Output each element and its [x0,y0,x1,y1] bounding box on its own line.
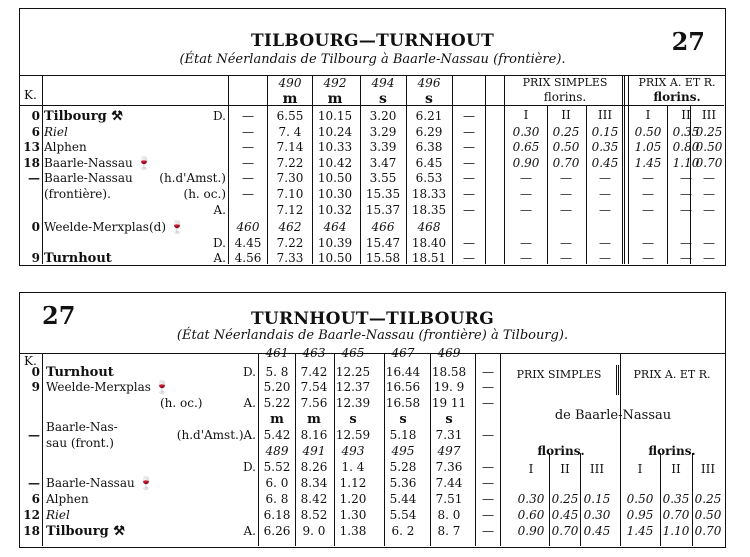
end-dash: — [482,428,494,442]
price-cell: — [680,235,692,250]
time-cell: 8. 7 [437,524,461,538]
time-cell: 6.55 [276,109,304,123]
price-cell: — [599,202,611,217]
time-cell: 7.30 [276,171,304,186]
prix-simples-label: PRIX SIMPLES [516,368,602,381]
roman-class: II [561,108,571,122]
rule [504,75,505,264]
time-cell: — [242,140,254,155]
time-cell: 466 [371,220,395,235]
train-number: 467 [391,346,415,360]
time-cell: 491 [302,444,326,458]
time-cell: 18.33 [411,187,447,201]
time-cell: 10.24 [317,124,353,139]
price-cell: 0.30 [517,492,545,506]
train-class: s [379,91,387,107]
station-suffix: D. [242,460,256,474]
time-cell: 3.39 [369,140,397,155]
time-cell: 18.58 [431,365,467,379]
train-number: 496 [417,76,441,90]
time-cell: 7.22 [276,235,304,250]
time-cell: 12.25 [335,365,371,379]
station-name: Turnhout [46,365,114,380]
station-suffix: A. [243,396,256,410]
time-cell: 7.12 [276,202,304,217]
time-cell: 7.36 [435,460,463,474]
roman-class: I [645,108,651,122]
time-cell: 7. 4 [278,124,302,139]
florins-label: florins. [543,90,587,104]
price-cell: — [703,187,715,201]
k-label: K. [24,88,37,102]
time-cell: 8.42 [300,492,328,506]
time-cell: 493 [341,444,365,458]
price-cell: 0.45 [583,524,611,538]
station-name: (h. oc.) [160,396,203,410]
time-cell: 18.40 [411,235,447,250]
prix-ar-label: PRIX A. ET R. [633,368,711,381]
price-cell: — [560,187,572,201]
departure-station: de Baarle-Nassau [554,408,672,423]
price-cell: 0.25 [551,492,579,506]
timetable-turnhout-tilbourg [19,292,726,548]
roman-class: III [701,108,717,122]
k-label: K. [24,354,37,368]
price-cell: — [520,251,532,266]
time-cell: 3.29 [369,124,397,139]
time-cell: 3.20 [369,109,397,123]
price-cell: — [703,235,715,250]
end-dash: — [463,124,475,139]
end-dash: — [463,140,475,155]
price-cell: 0.30 [583,508,611,522]
train-number: 494 [371,76,395,90]
price-cell: — [599,235,611,250]
time-cell: 10.42 [317,155,353,170]
station-suffix: D. [212,109,226,123]
prix-ar-label: PRIX A. ET R. [638,76,716,89]
price-cell: 0.45 [591,155,619,170]
time-cell: 5.18 [389,428,417,442]
train-number: 461 [265,346,289,360]
time-cell: 6.29 [415,124,443,139]
time-cell: s [445,412,453,427]
time-cell: 7.22 [276,155,304,170]
time-cell: 495 [391,444,415,458]
time-cell: 3.47 [369,155,397,170]
time-cell: 1.12 [339,476,367,490]
price-cell: — [680,187,692,201]
time-cell: 15.47 [365,235,401,250]
rule [500,353,501,546]
price-cell: 0.65 [512,140,540,155]
time-cell: 7.44 [435,476,463,490]
end-dash: — [482,492,494,506]
price-cell: 0.25 [694,492,722,506]
roman-class: II [560,462,570,476]
time-cell: 7.51 [435,492,463,506]
table-body [20,346,724,546]
time-cell: 6.45 [415,155,443,170]
roman-class: III [597,108,613,122]
price-cell: — [599,171,611,186]
price-cell: — [520,187,532,201]
rule [485,75,486,264]
time-cell: 5.54 [389,508,417,522]
time-cell: 19. 9 [433,380,465,394]
price-cell: 0.70 [695,155,723,170]
price-cell: 1.45 [634,155,662,170]
price-cell: — [703,171,715,186]
price-cell: — [520,171,532,186]
station-name: Alphen [46,492,89,506]
roman-class: III [700,462,716,476]
station-suffix: A. [243,524,256,538]
price-cell: — [642,202,654,217]
time-cell: 12.39 [335,396,371,410]
roman-class: II [681,108,691,122]
time-cell: 5.20 [263,380,291,394]
end-dash: — [463,155,475,170]
price-cell: 0.70 [552,155,580,170]
rule [42,75,43,264]
time-cell: 8. 0 [437,508,461,522]
time-cell: 15.58 [365,251,401,266]
time-cell: — [242,109,254,123]
time-cell: 12.59 [335,428,371,442]
price-cell: 0.60 [517,508,545,522]
time-cell: 6. 8 [265,492,289,506]
price-cell: — [680,251,692,266]
end-dash: — [482,380,494,394]
station-name: Weelde-Merxplas 🍷 [46,380,170,394]
rule [628,75,629,264]
time-cell: 10.32 [317,202,353,217]
time-cell: 10.15 [317,109,353,123]
time-cell: 6.53 [415,171,443,186]
price-cell: 0.15 [591,124,619,139]
price-cell: — [599,187,611,201]
rule [42,353,43,546]
end-dash: — [482,524,494,538]
rule [228,75,229,264]
time-cell: 5.22 [263,396,291,410]
price-cell: — [680,171,692,186]
rule [622,75,625,264]
km: 9 [31,251,40,266]
table-title: TURNHOUT—TILBOURG [250,309,495,329]
price-cell: — [703,202,715,217]
price-cell: — [599,251,611,266]
roman-class: I [637,462,643,476]
price-cell: — [642,235,654,250]
price-cell: 0.90 [517,524,545,538]
table-number: 27 [671,27,705,56]
price-cell: — [560,235,572,250]
station-name: Baarle-Nassau 🍷 [46,476,154,490]
km: 0 [31,109,40,123]
price-cell: 0.70 [694,524,722,538]
time-cell: 5.42 [263,428,291,442]
time-cell: 19 11 [431,396,467,410]
price-cell: 0.30 [512,124,540,139]
price-cell: — [520,235,532,250]
florins-label: florins. [653,90,701,104]
time-cell: 1.38 [339,524,367,538]
time-cell: 8.16 [300,428,328,442]
price-cell: 0.50 [695,140,723,155]
table-header [20,9,725,76]
price-cell: 1.05 [634,140,662,155]
price-cell: 0.15 [583,492,611,506]
time-cell: 7.10 [276,187,304,201]
train-number: 490 [278,76,302,90]
time-cell: 16.58 [385,396,421,410]
timetable-tilbourg-turnhout [19,8,726,266]
km: 13 [23,140,40,155]
station-suffix: D. [242,365,256,379]
price-cell: 0.50 [694,508,722,522]
price-cell: 0.50 [552,140,580,155]
time-cell: 460 [236,220,260,235]
time-cell: 6.18 [263,508,291,522]
time-cell: 10.39 [317,235,353,250]
time-cell: — [242,124,254,139]
time-cell: 6.21 [415,109,443,123]
price-cell: — [560,251,572,266]
station-suffix: (h. oc.) [183,187,226,201]
station-name: Tilbourg ⚒ [44,109,123,124]
table-body [20,75,724,267]
station-name: Baarle-Nas- sau (front.) [46,420,118,450]
table-subtitle: (État Néerlandais de Baarle-Nassau (frontière) à Tilbourg). [176,328,569,343]
florins-label: florins. [648,444,696,458]
table-subtitle: (État Néerlandais de Tilbourg à Baarle-Nassau (frontière). [179,52,566,67]
time-cell: 6.26 [263,524,291,538]
time-cell: 1. 4 [341,460,365,474]
price-cell: — [680,202,692,217]
time-cell: 5.36 [389,476,417,490]
price-cell: 0.95 [626,508,654,522]
km: 0 [31,365,40,379]
roman-class: III [589,462,605,476]
km: 6 [31,492,40,506]
price-cell: 1.10 [662,524,690,538]
station-name: Riel [46,508,70,522]
time-cell: 3.55 [369,171,397,186]
time-cell: 10.50 [317,171,353,186]
time-cell: 6.38 [415,140,443,155]
price-cell: 0.35 [662,492,690,506]
km: — [28,171,40,186]
end-dash: — [463,109,475,123]
rule [580,453,581,546]
time-cell: 18.51 [411,251,447,266]
end-dash: — [463,235,475,250]
train-number: 463 [302,346,326,360]
time-cell: 5.28 [389,460,417,474]
time-cell: 7.56 [300,396,328,410]
table-title: TILBOURG—TURNHOUT [250,31,495,51]
time-cell: 7.42 [300,365,328,379]
end-dash: — [463,171,475,186]
price-cell: 0.25 [552,124,580,139]
train-class: m [282,91,298,107]
end-dash: — [482,476,494,490]
price-cell: 0.80 [672,140,700,155]
time-cell: 12.37 [335,380,371,394]
table-number: 27 [42,301,76,330]
time-cell: 6. 0 [265,476,289,490]
station-name: Baarle-Nassau [44,171,133,186]
price-cell: 0.45 [551,508,579,522]
time-cell: 4.56 [234,251,262,266]
time-cell: — [242,155,254,170]
table-header [20,293,725,354]
price-cell: — [642,187,654,201]
price-cell: 0.35 [591,140,619,155]
price-cell: 1.45 [626,524,654,538]
time-cell: 8.26 [300,460,328,474]
end-dash: — [463,251,475,266]
price-cell: 0.70 [662,508,690,522]
prix-simples-label: PRIX SIMPLES [522,76,608,89]
end-dash: — [482,508,494,522]
time-cell: 489 [265,444,289,458]
station-name: Tilbourg ⚒ [46,524,125,539]
station-suffix: (h.d'Amst.)A. [176,428,256,442]
end-dash: — [482,365,494,379]
time-cell: 4.45 [234,235,262,250]
time-cell: 5.44 [389,492,417,506]
price-cell: 1.10 [672,155,700,170]
time-cell: 9. 0 [302,524,326,538]
time-cell: 10.50 [317,251,353,266]
time-cell: 15.37 [365,202,401,217]
km: 18 [23,524,40,538]
price-cell: — [703,251,715,266]
station-suffix: A. [213,251,226,266]
time-cell: 8.52 [300,508,328,522]
station-suffix: (h.d'Amst.) [159,171,226,186]
station-suffix: D. [212,235,226,250]
time-cell: 6. 2 [391,524,415,538]
time-cell: 7.33 [276,251,304,266]
train-number: 492 [323,76,347,90]
station-name: Riel [44,124,68,139]
time-cell: 15.35 [365,187,401,201]
rule [452,75,453,264]
km: — [28,428,40,442]
price-cell: 0.70 [551,524,579,538]
price-cell: — [560,171,572,186]
time-cell: 7.31 [435,428,463,442]
train-number: 465 [341,346,365,360]
station-name: Turnhout [44,251,112,267]
time-cell: m [270,412,284,427]
km: 18 [23,155,40,170]
train-class: m [327,91,343,107]
time-cell: 468 [417,220,441,235]
time-cell: 16.44 [385,365,421,379]
end-dash: — [463,187,475,201]
station-name: Weelde-Merxplas(d) 🍷 [44,220,185,235]
roman-class: I [528,462,534,476]
time-cell: 8.34 [300,476,328,490]
end-dash: — [463,202,475,217]
station-name: Baarle-Nassau 🍷 [44,155,152,170]
km: 9 [31,380,40,394]
time-cell: 5.52 [263,460,291,474]
time-cell: s [349,412,357,427]
price-cell: 0.90 [512,155,540,170]
time-cell: 16.56 [385,380,421,394]
rule [616,365,619,395]
train-number: 469 [437,346,461,360]
time-cell: s [399,412,407,427]
price-cell: 0.50 [634,124,662,139]
roman-class: II [671,462,681,476]
station-name: (frontière). [44,187,111,201]
price-cell: — [520,202,532,217]
time-cell: 7.14 [276,140,304,155]
price-cell: 0.25 [695,124,723,139]
time-cell: 1.30 [339,508,367,522]
time-cell: 462 [278,220,302,235]
price-cell: 0.35 [672,124,700,139]
roman-class: I [523,108,529,122]
time-cell: 18.35 [411,202,447,217]
end-dash: — [482,396,494,410]
time-cell: — [242,171,254,186]
time-cell: m [307,412,321,427]
train-class: s [425,91,433,107]
price-cell: — [560,202,572,217]
km: 12 [23,508,40,522]
km: 0 [31,220,40,235]
station-name: Alphen [44,140,87,155]
station-suffix: A. [213,202,226,217]
time-cell: 1.20 [339,492,367,506]
price-cell: — [642,251,654,266]
time-cell: 10.33 [317,140,353,155]
time-cell: 5. 8 [265,365,289,379]
florins-label: florins. [537,444,585,458]
time-cell: 497 [437,444,461,458]
time-cell: 464 [323,220,347,235]
time-cell: 7.54 [300,380,328,394]
price-cell: — [642,171,654,186]
km: — [28,476,40,490]
km: 6 [31,124,40,139]
price-cell: 0.50 [626,492,654,506]
end-dash: — [482,460,494,474]
time-cell: 10.30 [317,187,353,201]
time-cell: — [242,187,254,201]
